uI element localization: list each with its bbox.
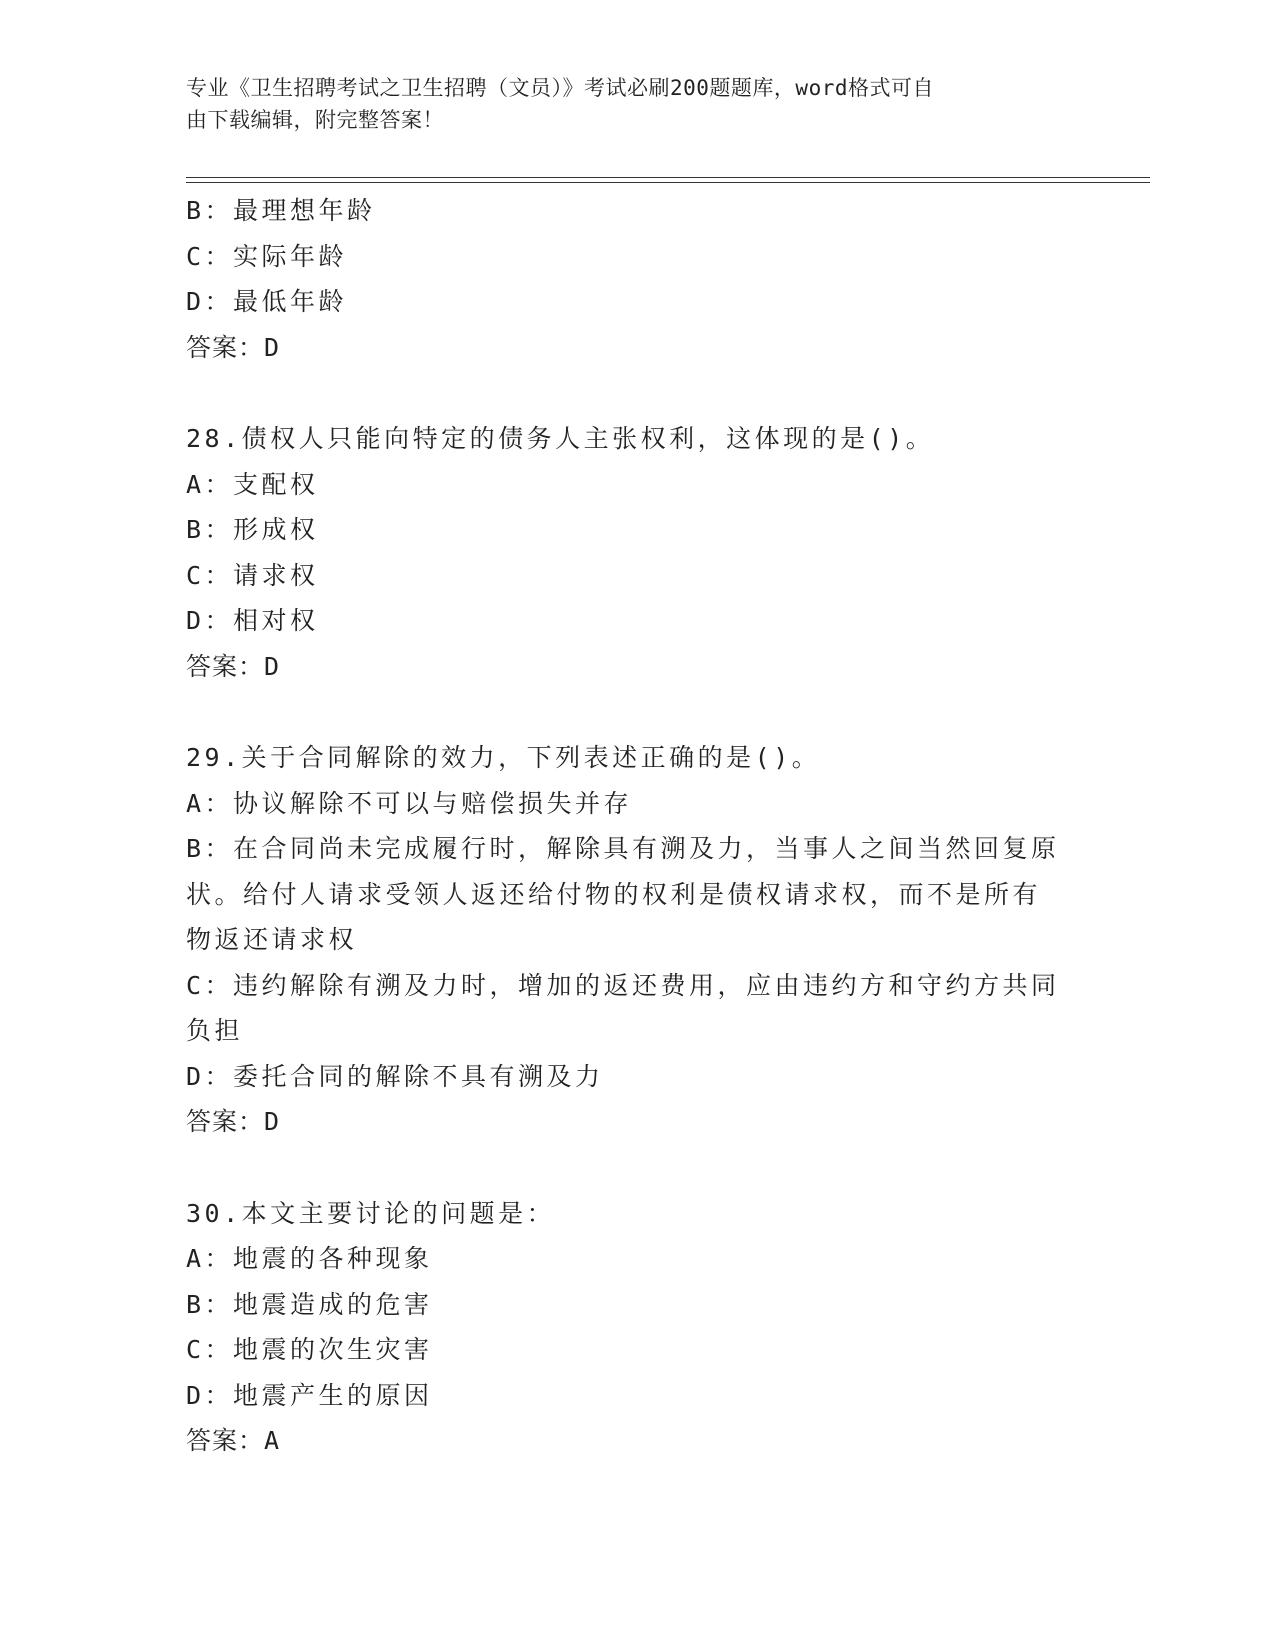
option-line: D：最低年龄 xyxy=(186,287,348,316)
question-stem: 29.关于合同解除的效力，下列表述正确的是()。 xyxy=(186,743,821,772)
question-stem: 28.债权人只能向特定的债务人主张权利，这体现的是()。 xyxy=(186,424,935,453)
option-line: B：在合同尚未完成履行时，解除具有溯及力，当事人之间当然回复原 xyxy=(186,834,1060,863)
option-line: D：委托合同的解除不具有溯及力 xyxy=(186,1061,604,1091)
spacer xyxy=(186,370,1086,416)
question-list xyxy=(186,188,1086,1464)
option-line: D：地震产生的原因 xyxy=(186,1380,433,1410)
answer-line: 答案：A xyxy=(186,1426,281,1455)
header-line-2: 由下载编辑，附完整答案！ xyxy=(186,108,444,132)
option-line: C：违约解除有溯及力时，增加的返还费用，应由违约方和守约方共同 xyxy=(186,970,1060,1000)
option-line: 物返还请求权 xyxy=(186,925,358,954)
document-header xyxy=(186,72,1066,136)
option-line: C：实际年龄 xyxy=(186,241,348,271)
question-stem: 30.本文主要讨论的问题是： xyxy=(186,1198,556,1228)
answer-line: 答案：D xyxy=(186,1107,281,1136)
option-line: B：形成权 xyxy=(186,515,319,544)
header-divider-top xyxy=(186,177,1150,178)
option-line: A：支配权 xyxy=(186,469,319,499)
spacer xyxy=(186,689,1086,735)
option-line: A：地震的各种现象 xyxy=(186,1244,433,1273)
header-divider-bottom xyxy=(186,182,1150,183)
option-line: D：相对权 xyxy=(186,606,319,635)
answer-line: 答案：D xyxy=(186,332,281,362)
option-line: B：最理想年龄 xyxy=(186,196,376,225)
spacer xyxy=(186,1145,1086,1191)
answer-line: 答案：D xyxy=(186,651,281,681)
option-line: C：请求权 xyxy=(186,560,319,590)
option-line: C：地震的次生灾害 xyxy=(186,1335,433,1364)
option-line: 负担 xyxy=(186,1016,244,1045)
option-line: A：协议解除不可以与赔偿损失并存 xyxy=(186,788,633,818)
option-line: 状。给付人请求受领人返还给付物的权利是债权请求权，而不是所有 xyxy=(186,879,1042,909)
header-line-1: 专业《卫生招聘考试之卫生招聘（文员）》考试必刷200题题库，word格式可自 xyxy=(186,76,934,100)
option-line: B：地震造成的危害 xyxy=(186,1289,433,1319)
